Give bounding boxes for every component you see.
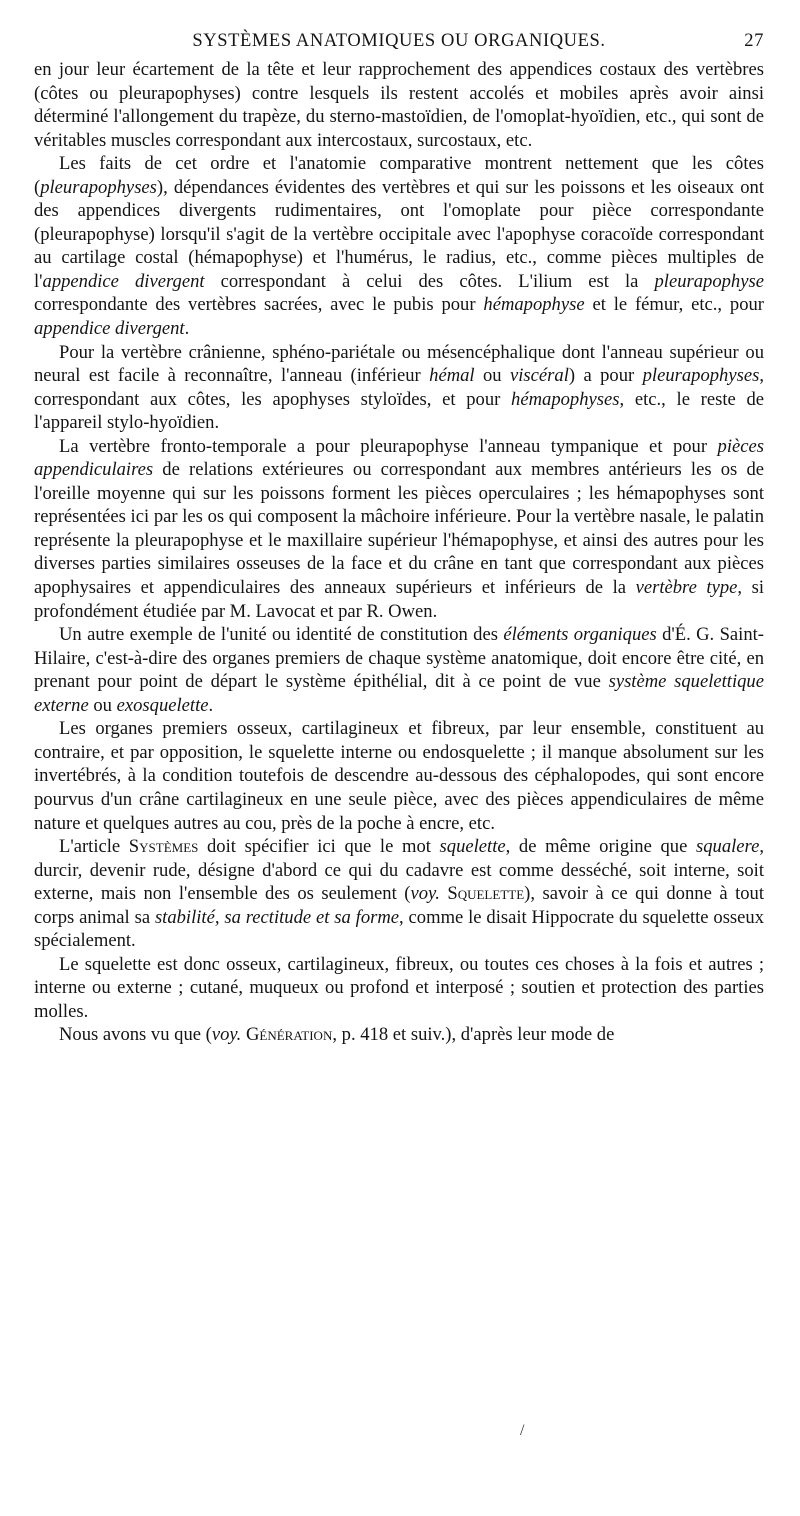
text-run: ), dépendances évidentes des vertèbres et qui sur les poissons et les oiseaux ont des appendices divergents rudimentaires, ont l'omoplate pour pièce correspondante (pleurapophyse) lorsqu'il s'agit de la vertèbre occipitale avec l'apophyse coracoïde correspondant au cartilage costal (hémapophyse) et l'humérus, le radius, etc., comme pièces multiples de l' — [34, 176, 764, 292]
paragraph — [34, 58, 764, 152]
italic-text: hémal — [429, 365, 475, 387]
paragraph — [34, 341, 764, 435]
italic-text: éléments organiques — [503, 624, 657, 646]
text-run: , de même origine que — [505, 836, 696, 858]
text-run: La vertèbre fronto-temporale a pour pleurapophyse l'anneau tympanique et pour — [59, 435, 718, 457]
text-run: Le squelette est donc osseux, cartilagineux, fibreux, ou toutes ces choses à la fois et autres ; interne ou externe ; cutané, muqueux ou profond et interposé ; soutien et protection des parties molles. — [34, 953, 764, 1022]
text-run: . — [184, 318, 190, 340]
italic-text: pleurapophyses — [40, 176, 157, 198]
body-text — [34, 58, 764, 1047]
text-run: Nous avons vu que ( — [59, 1024, 212, 1046]
italic-text: système squelettique externe — [34, 671, 764, 716]
italic-text: stabilité, sa rectitude et sa forme — [154, 906, 400, 928]
italic-text: appendice divergent — [42, 270, 205, 292]
italic-text: hémapophyse — [483, 294, 585, 316]
text-run: ), savoir à ce qui donne à tout corps animal sa — [34, 883, 764, 928]
paragraph — [34, 717, 764, 835]
paragraph — [34, 435, 764, 623]
text-run: , etc., le reste de l'appareil stylo-hyoïdien. — [34, 388, 765, 434]
text-run: Un autre exemple de l'unité ou identité de constitution des — [59, 624, 504, 646]
italic-text: appendice divergent — [34, 318, 185, 340]
small-caps-text: Squelette — [447, 883, 525, 905]
text-run: , durcir, devenir rude, désigne d'abord ce qui du cadavre est comme desséché, soit interne, soit externe, mais non l'ensemble des os seulement ( — [34, 836, 764, 905]
text-run: , p. 418 et suiv.), d'après leur mode de — [332, 1024, 615, 1046]
text-run: L'article — [59, 836, 129, 858]
italic-text: squalere — [695, 836, 760, 858]
text-run: et le fémur, etc., pour — [584, 294, 764, 316]
text-run: . — [208, 694, 214, 716]
running-title: SYSTÈMES ANATOMIQUES OU ORGANIQUES. — [192, 31, 606, 51]
text-run: de relations extérieures ou correspondant aux membres antérieurs les os de l'oreille moyenne qui sur les poissons forment les pièces operculaires ; les hémapophyses sont représentées ici par les os qui composent la mâchoire inférieure. Pour la vertèbre nasale, le palatin représente la pleurapophyse et le maxillaire supérieur l'hémapophyse, et ainsi des autres pour les diverses parties similaires osseuses de la face et du crâne en tant que correspondant aux pièces apophysaires et appendiculaires des anneaux supérieurs et inférieurs de la — [34, 459, 764, 599]
text-run: , comme le disait Hippocrate du squelette osseux spécialement. — [34, 906, 765, 952]
book-page — [34, 26, 764, 1047]
italic-text: pleurapophyses — [642, 365, 760, 387]
italic-text: voy. — [410, 883, 440, 905]
italic-text: pleurapophyse — [654, 270, 764, 292]
page-number: 27 — [744, 31, 764, 51]
text-run: Les organes premiers osseux, cartilagineux et fibreux, par leur ensemble, constituent au contraire, et par opposition, le squelette interne ou endosquelette ; il manque absolument sur les invertébrés, à la condition toutefois de descendre au-dessous des céphalopodes, qui sont encore pourvus d'un crâne cartilagineux en une seule pièce, avec des pièces appendiculaires de même nature et quelques autres au cou, près de la poche à encre, etc. — [34, 718, 764, 834]
text-run: correspondante des vertèbres sacrées, avec le pubis pour — [34, 294, 484, 316]
text-run: correspondant à celui des côtes. L'ilium est la — [204, 270, 655, 292]
text-run: , correspondant aux côtes, les apophyses styloïdes, et pour — [34, 365, 764, 410]
stray-mark: / — [520, 1422, 525, 1439]
italic-text: hémapophyses — [511, 388, 620, 410]
italic-text: viscéral — [510, 365, 569, 387]
text-run: ou — [474, 365, 511, 387]
text-run: ou — [88, 694, 117, 716]
text-run: en jour leur écartement de la tête et leur rapprochement des appendices costaux des vertèbres (côtes ou pleurapophyses) contre lesquels ils restent accolés et mobiles après avoir ainsi déterminé l'allongement du trapèze, du sterno-mastoïdien, de l'omoplat-hyoïdien, etc., qui sont de véritables muscles correspondant aux intercostaux, surcostaux, etc. — [34, 59, 764, 151]
text-run: d'É. G. Saint-Hilaire, c'est-à-dire des organes premiers de chaque système anatomique, doit encore être cité, en prenant pour point de départ le système épithélial, dit à ce point de vue — [34, 624, 764, 693]
text-run: , si profondément étudiée par M. Lavocat et par R. Owen. — [34, 577, 765, 622]
italic-text: vertèbre type — [635, 577, 738, 599]
italic-text: voy. — [211, 1024, 242, 1046]
text-run: Pour la vertèbre crânienne, sphéno-pariétale ou mésencéphalique dont l'anneau supérieur ou neural est facile à reconnaître, l'anneau (inférieur — [34, 341, 764, 387]
italic-text: exosquelette — [116, 694, 209, 716]
paragraph — [34, 152, 764, 340]
text-run: doit spécifier ici que le mot — [198, 836, 440, 858]
italic-text: squelette — [439, 836, 506, 858]
italic-text: pièces appendiculaires — [34, 435, 764, 481]
page-header — [34, 26, 764, 56]
paragraph — [34, 835, 764, 953]
paragraph — [34, 1023, 764, 1047]
small-caps-text: Systèmes — [128, 836, 199, 858]
small-caps-text: Génération — [245, 1024, 333, 1046]
paragraph — [34, 953, 764, 1024]
text-run: Les faits de cet ordre et l'anatomie comparative montrent nettement que les côtes ( — [34, 153, 764, 198]
paragraph — [34, 623, 764, 717]
text-run: ) a pour — [568, 365, 643, 387]
